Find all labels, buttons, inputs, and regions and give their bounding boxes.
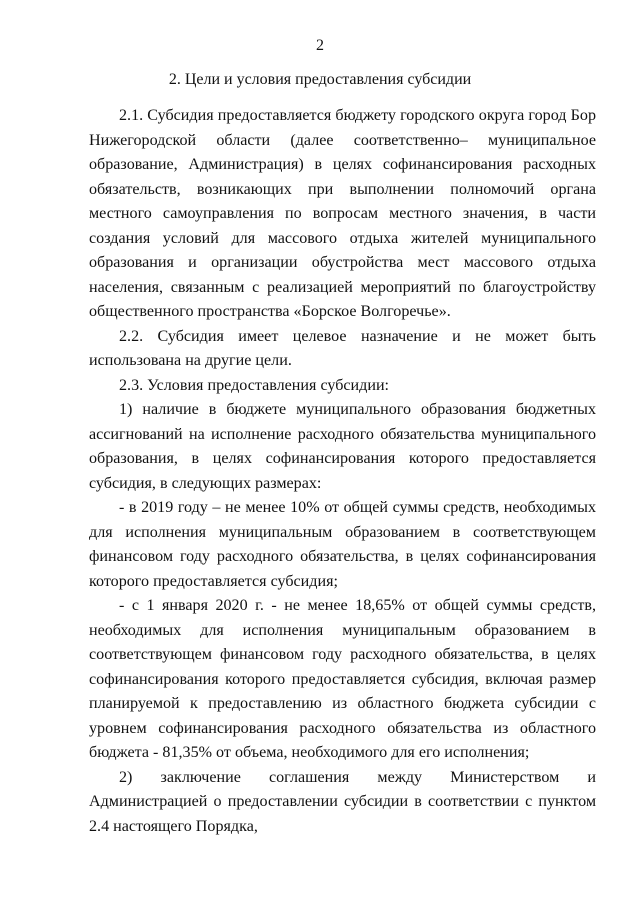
section-heading: 2. Цели и условия предоставления субсидии — [168, 71, 472, 88]
paragraph-2019-share: - в 2019 году – не менее 10% от общей суммы средств, необходимых для исполнения муниципальным образованием в соответствующем финансовом году расходного обязательства, в целях софинансирования которого предоставляется субсидия; — [89, 499, 596, 590]
paragraph-2020-share: - с 1 января 2020 г. - не менее 18,65% от общей суммы средств, необходимых для исполнения муниципальным образованием в соответствующем финансовом году расходного обязательства, в целях софинансирования которого предоставляется субсидия, включая размер планируемой к предоставлению из областного бюджета субсидии с уровнем софинансирования расходного обязательства из областного бюджета - 81,35% от объема, необходимого для его исполнения; — [89, 597, 596, 761]
paragraph-2-2: 2.2. Субсидия имеет целевое назначение и не может быть использована на другие цели. — [89, 327, 596, 369]
document-body — [89, 104, 596, 839]
paragraph-condition-1: 1) наличие в бюджете муниципального образования бюджетных ассигнований на исполнение расходного обязательства муниципального образования, в целях софинансирования которого предоставляется субсидия, в следующих размерах: — [89, 401, 596, 492]
paragraph-2-1: 2.1. Субсидия предоставляется бюджету городского округа город Бор Нижегородской области (далее соответственно– муниципальное образование, Администрация) в целях софинансирования расходных обязательств, возникающих при выполнении полномочий органа местного самоуправления по вопросам местного значения, в части создания условий для массового отдыха жителей муниципального образования и организации обустройства мест массового отдыха населения, связанным с реализацией мероприятий по благоустройству общественного пространства «Борское Волгоречье». — [89, 107, 596, 320]
page-number: 2 — [316, 37, 324, 54]
paragraph-2-3: 2.3. Условия предоставления субсидии: — [119, 376, 390, 394]
paragraph-condition-2: 2) заключение соглашения между Министерством и Администрацией о предоставлении субсидии в соответствии с пунктом 2.4 настоящего Порядка, — [89, 768, 596, 835]
